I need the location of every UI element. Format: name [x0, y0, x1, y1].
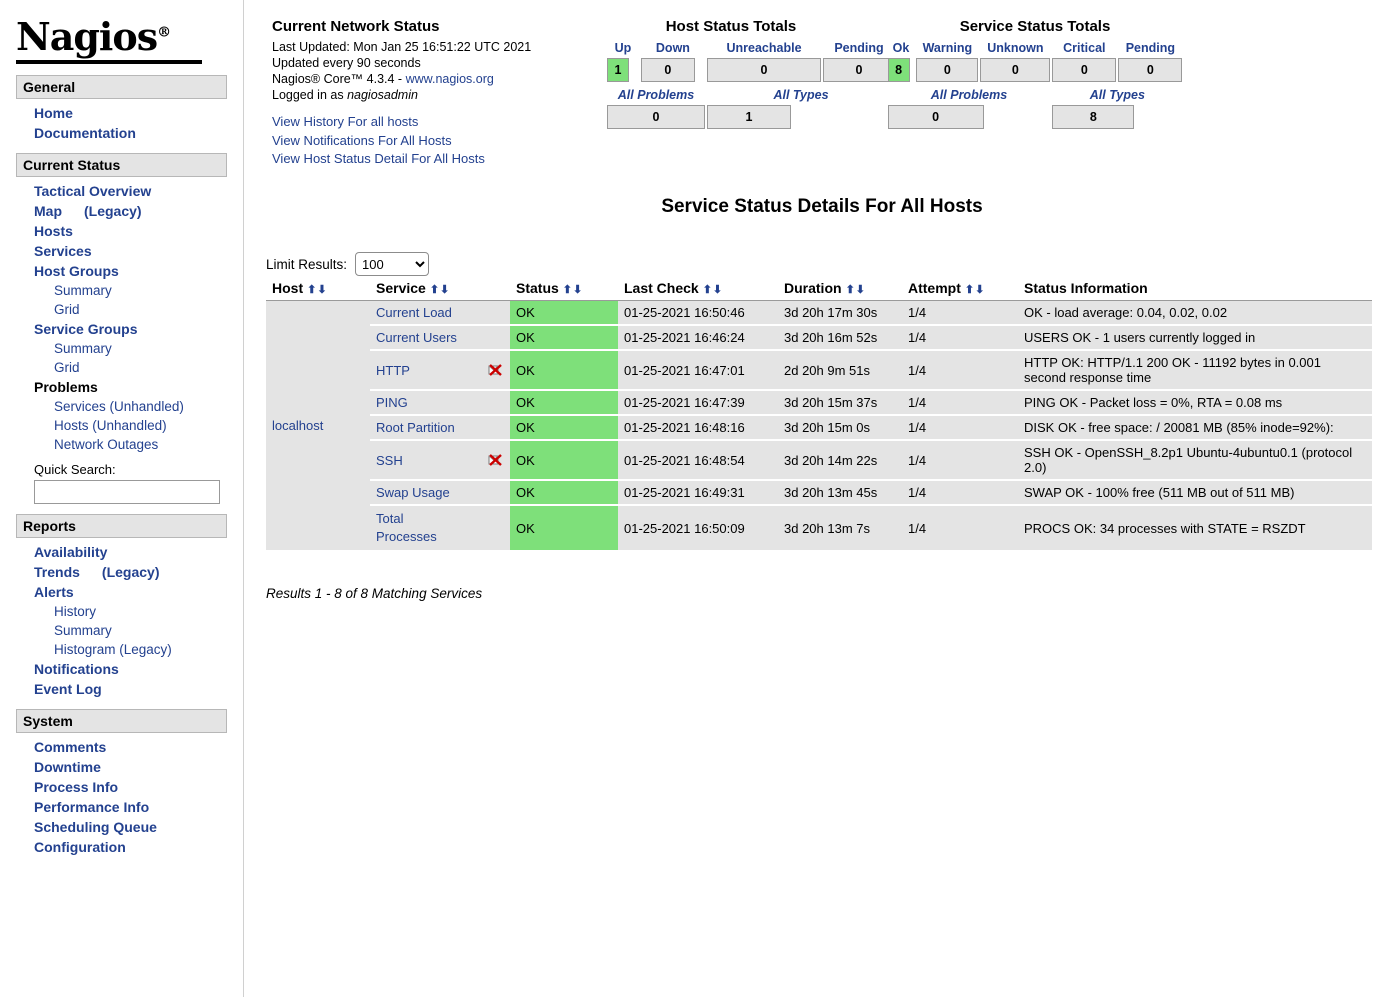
results-summary: Results 1 - 8 of 8 Matching Services [266, 586, 483, 601]
sidebar-item-notifications[interactable]: Notifications [34, 661, 119, 677]
host-all-types-header[interactable]: All Types [773, 88, 829, 102]
service-cell [370, 301, 510, 326]
table-row [266, 415, 1372, 440]
logo-text: Nagios [16, 14, 158, 59]
sidebar-item-trends-legacy[interactable]: (Legacy) [101, 564, 160, 580]
sort-arrows-status[interactable]: ⬆⬇ [562, 284, 584, 296]
column-label-last-check: Last Check [624, 280, 699, 296]
duration-cell: 3d 20h 13m 7s [778, 505, 902, 551]
service-total-value-ok[interactable]: 8 [888, 58, 910, 82]
service-totals-table [887, 41, 1184, 129]
update-interval: Updated every 90 seconds [272, 56, 421, 70]
column-label-host: Host [272, 280, 304, 296]
status-cell: OK [510, 301, 618, 326]
column-header-host[interactable] [266, 280, 370, 301]
sidebar-section-system: System [16, 709, 227, 733]
limit-results-label: Limit Results: [266, 256, 348, 272]
service-link[interactable]: PING [376, 395, 408, 410]
sidebar-section-reports: Reports [16, 514, 227, 538]
service-total-value-pending[interactable]: 0 [1118, 58, 1182, 82]
sidebar-item-network-outages[interactable]: Network Outages [54, 437, 159, 452]
sidebar [0, 0, 244, 997]
table-header-row [266, 280, 1372, 301]
column-header-duration[interactable] [778, 280, 902, 301]
status-information-cell: PING OK - Packet loss = 0%, RTA = 0.08 ms [1018, 390, 1372, 415]
sort-arrows-last-check[interactable]: ⬆⬇ [702, 284, 724, 296]
host-total-header-unreachable[interactable]: Unreachable [726, 41, 802, 55]
host-total-value-pending[interactable]: 0 [823, 58, 895, 82]
column-header-service[interactable] [370, 280, 510, 301]
sidebar-item-problem-hosts-unhandled[interactable]: (Unhandled) [92, 418, 167, 433]
service-cell [370, 440, 510, 480]
status-cell: OK [510, 325, 618, 350]
sidebar-item-problem-services[interactable]: Services [54, 399, 106, 414]
attempt-cell: 1/4 [902, 440, 1018, 480]
status-cell: OK [510, 505, 618, 551]
status-cell: OK [510, 440, 618, 480]
sort-arrows-service[interactable]: ⬆⬇ [429, 284, 451, 296]
column-header-attempt[interactable] [902, 280, 1018, 301]
sidebar-item-services[interactable]: Services [34, 243, 92, 259]
service-link[interactable]: HTTP [376, 362, 410, 378]
sidebar-section-current-status: Current Status [16, 153, 227, 177]
service-cell [370, 325, 510, 350]
table-row [266, 505, 1372, 551]
attempt-cell: 1/4 [902, 390, 1018, 415]
table-row [266, 390, 1372, 415]
status-information-cell: DISK OK - free space: / 20081 MB (85% inode=92%): [1018, 415, 1372, 440]
service-cell [370, 480, 510, 505]
logo-underline [16, 60, 202, 64]
page-title: Service Status Details For All Hosts [661, 196, 983, 217]
host-totals-table [606, 41, 896, 129]
sidebar-item-alerts-history[interactable]: History [54, 604, 97, 619]
last-check-cell: 01-25-2021 16:47:39 [618, 390, 778, 415]
service-total-header-unknown[interactable]: Unknown [987, 41, 1044, 55]
status-cell: OK [510, 350, 618, 390]
column-header-status-information [1018, 280, 1372, 301]
service-cell [370, 390, 510, 415]
duration-cell: 3d 20h 13m 45s [778, 480, 902, 505]
version-text: Nagios® Core™ 4.3.4 - [272, 72, 406, 86]
attempt-cell: 1/4 [902, 325, 1018, 350]
sidebar-item-process-info[interactable]: Process Info [34, 779, 119, 795]
attempt-cell: 1/4 [902, 301, 1018, 326]
host-totals-title: Host Status Totals [665, 18, 797, 35]
column-label-duration: Duration [784, 280, 842, 296]
last-check-cell: 01-25-2021 16:50:09 [618, 505, 778, 551]
status-cell: OK [510, 480, 618, 505]
service-totals-title: Service Status Totals [959, 18, 1111, 35]
sidebar-item-hostgroup-grid[interactable]: Grid [54, 302, 80, 317]
view-host-status-detail-link[interactable]: View Host Status Detail For All Hosts [272, 151, 485, 166]
attempt-cell: 1/4 [902, 505, 1018, 551]
sidebar-item-home[interactable]: Home [34, 105, 73, 121]
sidebar-item-documentation[interactable]: Documentation [34, 125, 136, 141]
sidebar-row-problem-services [0, 397, 243, 416]
current-network-status [272, 18, 612, 169]
service-cell [370, 350, 510, 390]
sidebar-item-alerts[interactable]: Alerts [34, 584, 74, 600]
table-row [266, 350, 1372, 390]
last-updated: Last Updated: Mon Jan 25 16:51:22 UTC 2021 [272, 40, 532, 54]
nagios-logo[interactable] [0, 0, 170, 65]
sidebar-item-configuration[interactable]: Configuration [34, 839, 126, 855]
host-total-header-down[interactable]: Down [655, 41, 690, 55]
service-total-header-ok[interactable]: Ok [892, 41, 910, 55]
nagios-version [272, 71, 612, 87]
logged-in-user: nagiosadmin [347, 88, 418, 102]
column-label-status-information: Status Information [1024, 280, 1148, 296]
sidebar-row-problem-hosts [0, 416, 243, 435]
host-status-totals [606, 18, 884, 129]
service-all-types-header[interactable]: All Types [1089, 88, 1145, 102]
duration-cell: 3d 20h 14m 22s [778, 440, 902, 480]
column-label-attempt: Attempt [908, 280, 961, 296]
view-history-link[interactable]: View History For all hosts [272, 114, 419, 129]
column-label-status: Status [516, 280, 559, 296]
sidebar-item-problem-hosts[interactable]: Hosts [54, 418, 89, 433]
sort-arrows-duration[interactable]: ⬆⬇ [845, 284, 866, 296]
limit-results-select[interactable] [355, 252, 429, 276]
sort-arrows-host[interactable]: ⬆⬇ [307, 284, 328, 296]
duration-cell: 3d 20h 15m 0s [778, 415, 902, 440]
status-cell: OK [510, 390, 618, 415]
service-total-header-pending[interactable]: Pending [1125, 41, 1175, 55]
notifications-disabled-icon[interactable] [487, 453, 504, 468]
sidebar-item-tactical-overview[interactable]: Tactical Overview [34, 183, 152, 199]
sidebar-item-downtime[interactable]: Downtime [34, 759, 101, 775]
service-all-problems-value[interactable]: 0 [888, 105, 984, 129]
service-link[interactable]: Total Processes [376, 511, 437, 544]
status-information-cell: PROCS OK: 34 processes with STATE = RSZDT [1018, 505, 1372, 551]
sidebar-item-map[interactable]: Map [34, 203, 62, 219]
service-status-table [266, 280, 1372, 552]
host-total-value-down[interactable]: 0 [641, 58, 695, 82]
status-information-cell: USERS OK - 1 users currently logged in [1018, 325, 1372, 350]
quick-search-input[interactable] [34, 480, 220, 504]
last-check-cell: 01-25-2021 16:47:01 [618, 350, 778, 390]
sidebar-item-servicegroup-summary[interactable]: Summary [54, 341, 112, 356]
host-all-types-value[interactable]: 1 [707, 105, 791, 129]
sidebar-item-availability[interactable]: Availability [34, 544, 108, 560]
table-row [266, 440, 1372, 480]
service-link[interactable]: Root Partition [376, 420, 455, 435]
attempt-cell: 1/4 [902, 350, 1018, 390]
sidebar-item-alerts-summary[interactable]: Summary [54, 623, 112, 638]
sidebar-row-trends [0, 562, 243, 582]
service-cell [370, 415, 510, 440]
sidebar-item-servicegroup-grid[interactable]: Grid [54, 360, 80, 375]
service-total-value-warning[interactable]: 0 [916, 58, 978, 82]
host-total-value-unreachable[interactable]: 0 [707, 58, 821, 82]
service-total-value-unknown[interactable]: 0 [980, 58, 1050, 82]
last-check-cell: 01-25-2021 16:49:31 [618, 480, 778, 505]
duration-cell: 3d 20h 16m 52s [778, 325, 902, 350]
attempt-cell: 1/4 [902, 480, 1018, 505]
status-information-cell: SWAP OK - 100% free (511 MB out of 511 MB) [1018, 480, 1372, 505]
host-total-header-up[interactable]: Up [614, 41, 632, 55]
host-total-header-pending[interactable]: Pending [834, 41, 884, 55]
sidebar-item-scheduling-queue[interactable]: Scheduling Queue [34, 819, 157, 835]
last-check-cell: 01-25-2021 16:50:46 [618, 301, 778, 326]
sidebar-item-map-legacy[interactable]: (Legacy) [84, 203, 142, 219]
sidebar-label-problems: Problems [34, 379, 98, 395]
sidebar-section-general: General [16, 75, 227, 99]
host-cell [266, 301, 370, 552]
sidebar-item-hosts[interactable]: Hosts [34, 223, 73, 239]
host-all-problems-value[interactable]: 0 [607, 105, 705, 129]
quick-search-label: Quick Search: [34, 462, 116, 477]
service-total-header-critical[interactable]: Critical [1063, 41, 1106, 55]
service-all-types-value[interactable]: 8 [1052, 105, 1134, 129]
service-all-problems-header[interactable]: All Problems [930, 88, 1008, 102]
view-notifications-link[interactable]: View Notifications For All Hosts [272, 132, 452, 148]
host-link[interactable]: localhost [272, 418, 324, 433]
network-status-title: Current Network Status [272, 18, 440, 35]
sidebar-row-map [0, 201, 243, 221]
sidebar-item-alerts-histogram[interactable]: Histogram (Legacy) [54, 642, 172, 657]
table-row [266, 480, 1372, 505]
service-total-value-critical[interactable]: 0 [1052, 58, 1116, 82]
notifications-disabled-icon[interactable] [487, 363, 504, 378]
last-check-cell: 01-25-2021 16:46:24 [618, 325, 778, 350]
sidebar-item-host-groups[interactable]: Host Groups [34, 263, 119, 279]
duration-cell: 3d 20h 15m 37s [778, 390, 902, 415]
sort-arrows-attempt[interactable]: ⬆⬇ [964, 284, 986, 296]
sidebar-item-event-log[interactable]: Event Log [34, 681, 102, 697]
status-cell: OK [510, 415, 618, 440]
logo-registered: ® [157, 24, 171, 41]
service-link[interactable]: SSH [376, 452, 403, 468]
duration-cell: 3d 20h 17m 30s [778, 301, 902, 326]
logged-in-prefix: Logged in as [272, 88, 348, 102]
host-total-value-up[interactable]: 1 [607, 58, 629, 82]
view-links [272, 113, 612, 169]
sidebar-item-performance-info[interactable]: Performance Info [34, 799, 150, 815]
last-check-cell: 01-25-2021 16:48:54 [618, 440, 778, 480]
sidebar-item-comments[interactable]: Comments [34, 739, 107, 755]
service-cell [370, 505, 510, 551]
column-label-service: Service [376, 280, 426, 296]
sidebar-item-problem-services-unhandled[interactable]: (Unhandled) [109, 399, 184, 414]
service-link[interactable]: Swap Usage [376, 485, 450, 500]
service-total-header-warning[interactable]: Warning [922, 41, 973, 55]
status-information-cell: HTTP OK: HTTP/1.1 200 OK - 11192 bytes in 0.001 second response time [1018, 350, 1372, 390]
sidebar-item-hostgroup-summary[interactable]: Summary [54, 283, 112, 298]
service-status-totals [880, 18, 1190, 129]
sidebar-item-trends[interactable]: Trends [34, 564, 80, 580]
nagios-website-link[interactable]: www.nagios.org [405, 72, 494, 86]
status-information-cell: SSH OK - OpenSSH_8.2p1 Ubuntu-4ubuntu0.1 (protocol 2.0) [1018, 440, 1372, 480]
service-link[interactable]: Current Users [376, 330, 457, 345]
duration-cell: 2d 20h 9m 51s [778, 350, 902, 390]
column-header-last-check[interactable] [618, 280, 778, 301]
host-all-problems-header[interactable]: All Problems [617, 88, 695, 102]
service-link[interactable]: Current Load [376, 305, 452, 320]
attempt-cell: 1/4 [902, 415, 1018, 440]
limit-results-row [266, 252, 429, 276]
status-information-cell: OK - load average: 0.04, 0.02, 0.02 [1018, 301, 1372, 326]
column-header-status[interactable] [510, 280, 618, 301]
table-row [266, 301, 1372, 326]
logged-in-line [272, 87, 612, 103]
last-check-cell: 01-25-2021 16:48:16 [618, 415, 778, 440]
sidebar-item-service-groups[interactable]: Service Groups [34, 321, 138, 337]
table-row [266, 325, 1372, 350]
